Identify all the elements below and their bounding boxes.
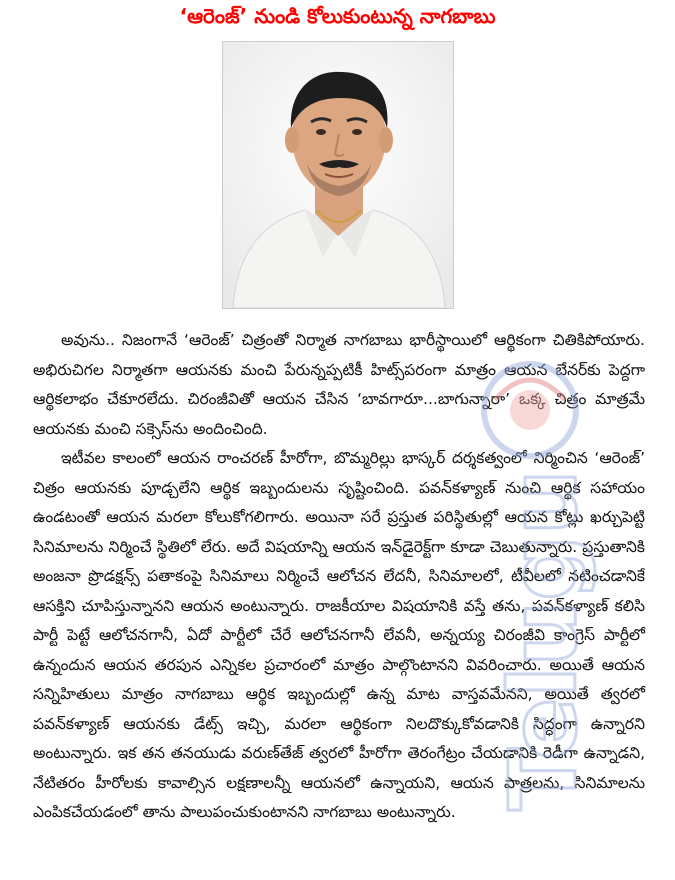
article-paragraph-2: ఇటీవల కాలంలో ఆయన రాంచరణ్ హీరోగా, బొమ్మరిల్లు భాస్కర్ దర్శకత్వంలో నిర్మించిన ‘ఆరెంజ్’ చిత్రం ఆయనకు పూడ్చలేని ఆర్థిక ఇబ్బందులను సృష్టించింది. పవన్‌కళ్యాణ్ నుంచి ఆర్థిక సహాయం ఉండటంతో ఆయన మరలా కోలుకోగలిగారు. అయినా సరే ప్రస్తుత పరిస్థితుల్లో ఆయన కోట్లు ఖర్చుపెట్టి సినిమాలను నిర్మించే స్థితిలో లేరు. అదే విషయాన్ని ఆయన ఇన్‌డైరెక్ట్‌గా కూడా చెబుతున్నారు. ప్రస్తుతానికి అంజనా ప్రొడక్షన్స్ పతాకంపై సినిమాలు నిర్మించే ఆలోచన లేదనీ, సినిమాలలో, టీవీలలో నటించడానికే ఆసక్తిని చూపిస్తున్నానని ఆయన అంటున్నారు. రాజకీయాల విషయానికి వస్తే తను, పవన్‌కళ్యాణ్ కలిసి పార్టీ పెట్టే ఆలోచనగానీ, ఏదో పార్టీలో చేరే ఆలోచనగానీ లేవనీ, అన్నయ్య చిరంజీవి కాంగ్రెస్ పార్టీలో ఉన్నందున ఆయన తరపున ఎన్నికల ప్రచారంలో మాత్రం పాల్గొంటానని వివరించారు. అయితే ఆయన సన్నిహితులు మాత్రం నాగబాబు ఆర్థిక ఇబ్బందుల్లో ఉన్న మాట వాస్తవమేనని, అయితే త్వరలో పవన్‌కళ్యాణ్ ఆయనకు డేట్స్ ఇచ్చి, మరలా ఆర్థికంగా నిలదొక్కుకోవడానికి సిద్ధంగా ఉన్నారని అంటున్నారు. ఇక తన తనయుడు వరుణ్‌తేజ్ త్వరలో హీరోగా తెరంగేట్రం చేయడానికి రెడీగా ఉన్నాడని, నేటితరం హీరోలకు కావాల్సిన లక్షణాలన్నీ ఆయనలో ఉన్నాయని, ఆయన పాత్రలను, సినిమాలను ఎంపికచేయడంలో తాను పాలుపంచుకుంటానని నాగబాబు అంటున్నారు. [33,449,645,821]
article-photo [222,41,454,309]
person-photo-icon [223,42,453,308]
article-paragraph-1: అవును.. నిజంగానే ‘ఆరెంజ్’ చిత్రంతో నిర్మాత నాగబాబు భారీస్థాయిలో ఆర్థికంగా చితికిపోయారు. అభిరుచిగల నిర్మాతగా ఆయనకు మంచి పేరున్నప్పటికీ హిట్స్‌పరంగా మాత్రం ఆయన బేనర్‌కు పెద్దగా ఆర్థికలాభం చేకూరలేదు. చిరంజీవితో ఆయన చేసిన ‘బావగారూ...బాగున్నారా’ ఒక్క చిత్రం మాత్రమే ఆయనకు మంచి సక్సెస్‌ను అందించింది. [33,331,645,438]
article-body [33,326,645,828]
watermark-text: Telugu [490,469,597,811]
headline-bar [0,0,675,36]
headline: ‘ఆరెంజ్’ నుండి కోలుకుంటున్న నాగబాబు [179,3,496,28]
